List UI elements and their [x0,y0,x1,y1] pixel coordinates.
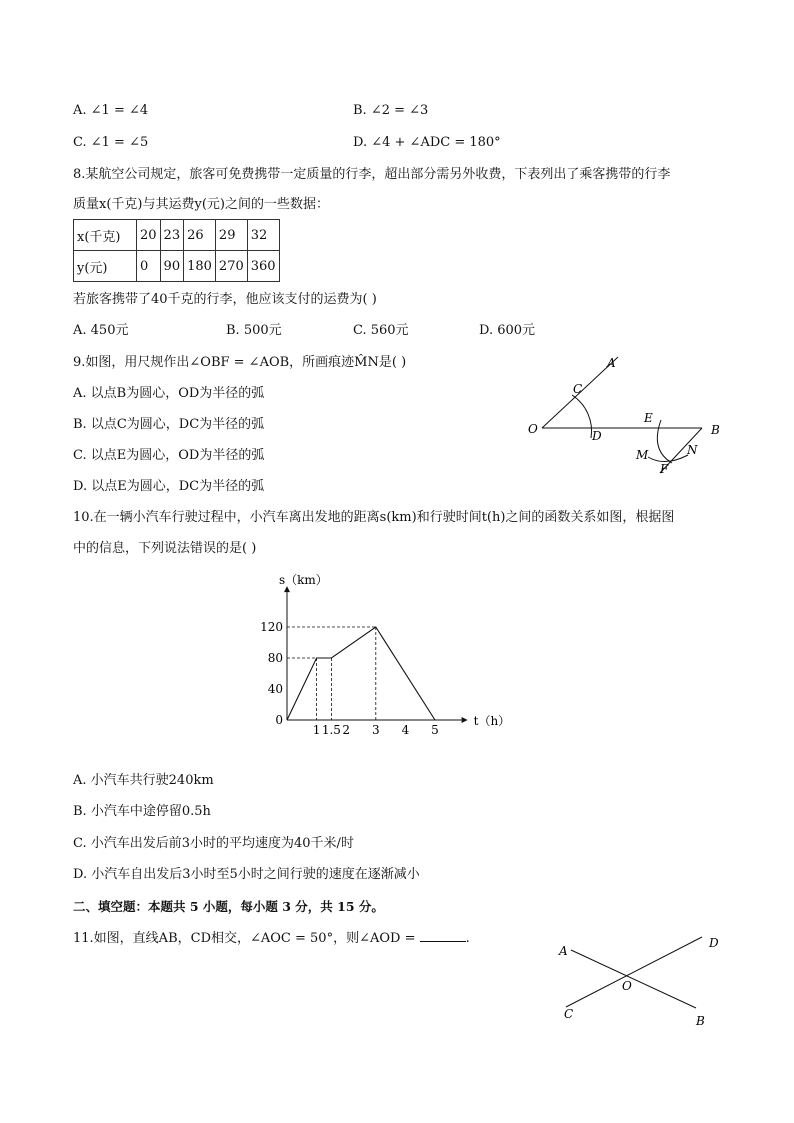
table-cell: 23 [160,220,184,251]
label-a: A [607,356,616,370]
x-axis-label: t（h） [473,714,511,728]
table-cell: 0 [137,251,161,282]
y-axis-label: s（km） [279,573,328,588]
label-b: B [711,423,720,437]
q9-option-a: A. 以点B为圆心，OD为半径的弧 [73,386,265,401]
x-axis-arrow [462,717,468,723]
x-tick-label: 1.5 [321,723,341,737]
q10-option-a: A. 小汽车共行驶240km [73,773,214,788]
table-cell: 360 [247,251,279,282]
q8-option-b: B. 500元 [226,323,282,338]
q7-option-c: C. ∠1 = ∠5 [73,135,149,150]
label-e: E [644,411,653,425]
y-tick-label: 0 [275,713,283,727]
line-cd [566,937,702,1007]
table-cell: 32 [247,220,279,251]
table-cell: 20 [137,220,161,251]
q9-stem: 9.如图，用尺规作出∠OBF = ∠AOB，所画痕迹M̂N是( ) [73,355,407,370]
y-tick-label: 40 [267,682,283,696]
label-n: N [687,443,698,457]
table-cell: 29 [215,220,247,251]
label-b: B [696,1014,705,1028]
x-tick-label: 3 [371,723,380,737]
q11-end: . [465,931,470,946]
answer-blank [420,929,466,942]
x-tick-label: 1 [312,723,321,737]
table-cell: y(元) [74,251,137,282]
q10-stem-line2: 中的信息，下列说法错误的是( ) [73,541,257,556]
q10-option-c: C. 小汽车出发后前3小时的平均速度为40千米/时 [73,836,354,851]
x-tick-label: 4 [401,723,410,737]
arc-ef [657,420,672,463]
label-a: A [559,944,568,958]
q11-figure [550,930,730,1030]
table-cell: 90 [160,251,184,282]
q10-stem-line1: 10.在一辆小汽车行驶过程中，小汽车离出发地的距离s(km)和行驶时间t(h)之间的函数关系如图，根据图 [73,510,675,525]
table-cell: 26 [184,220,216,251]
q7-option-a: A. ∠1 = ∠4 [73,103,149,118]
label-o: O [622,979,632,993]
label-f: F [660,462,669,476]
x-tick-label: 5 [431,723,439,737]
q9-figure [520,345,730,485]
label-c: C [573,382,583,396]
q9-option-b: B. 以点C为圆心，DC为半径的弧 [73,417,265,432]
label-o: O [528,422,538,436]
q11-stem: 11.如图，直线AB，CD相交，∠AOC = 50°，则∠AOD = [73,931,416,946]
q8-data-table [73,219,280,282]
y-tick-label: 120 [260,620,283,634]
q8-stem-line1: 8.某航空公司规定，旅客可免费携带一定质量的行李，超出部分需另外收费，下表列出了乘客携带的行李 [73,167,671,182]
table-cell: 180 [184,251,216,282]
q8-question: 若旅客携带了40千克的行李，他应该支付的运费为( ) [73,292,377,307]
arc-cd [572,395,592,438]
label-c: C [564,1007,574,1021]
q8-option-a: A. 450元 [73,323,129,338]
table-cell: 270 [215,251,247,282]
line-ab [571,950,696,1008]
series-line [287,627,435,720]
q9-option-c: C. 以点E为圆心，OD为半径的弧 [73,448,265,463]
q8-option-d: D. 600元 [479,323,536,338]
label-d: D [709,936,719,950]
label-m: M [636,448,649,462]
q11-stem-row [73,929,470,948]
table-row [74,220,280,251]
q7-option-d: D. ∠4 + ∠ADC = 180° [353,135,501,150]
y-tick-label: 80 [267,651,283,665]
q10-option-b: B. 小汽车中途停留0.5h [73,804,211,819]
label-d: D [592,429,602,443]
table-cell: x(千克) [74,220,137,251]
q9-option-d: D. 以点E为圆心，DC为半径的弧 [73,479,265,494]
table-row [74,251,280,282]
x-tick-label: 2 [342,723,351,737]
q10-option-d: D. 小汽车自出发后3小时至5小时之间行驶的速度在逐渐减小 [73,867,420,882]
q8-stem-line2: 质量x(千克)与其运费y(元)之间的一些数据： [73,197,329,212]
q10-chart [240,560,540,750]
q7-option-b: B. ∠2 = ∠3 [353,103,429,118]
q8-option-c: C. 560元 [353,323,409,338]
section-2-heading: 二、填空题：本题共 5 小题，每小题 3 分，共 15 分。 [73,899,384,914]
